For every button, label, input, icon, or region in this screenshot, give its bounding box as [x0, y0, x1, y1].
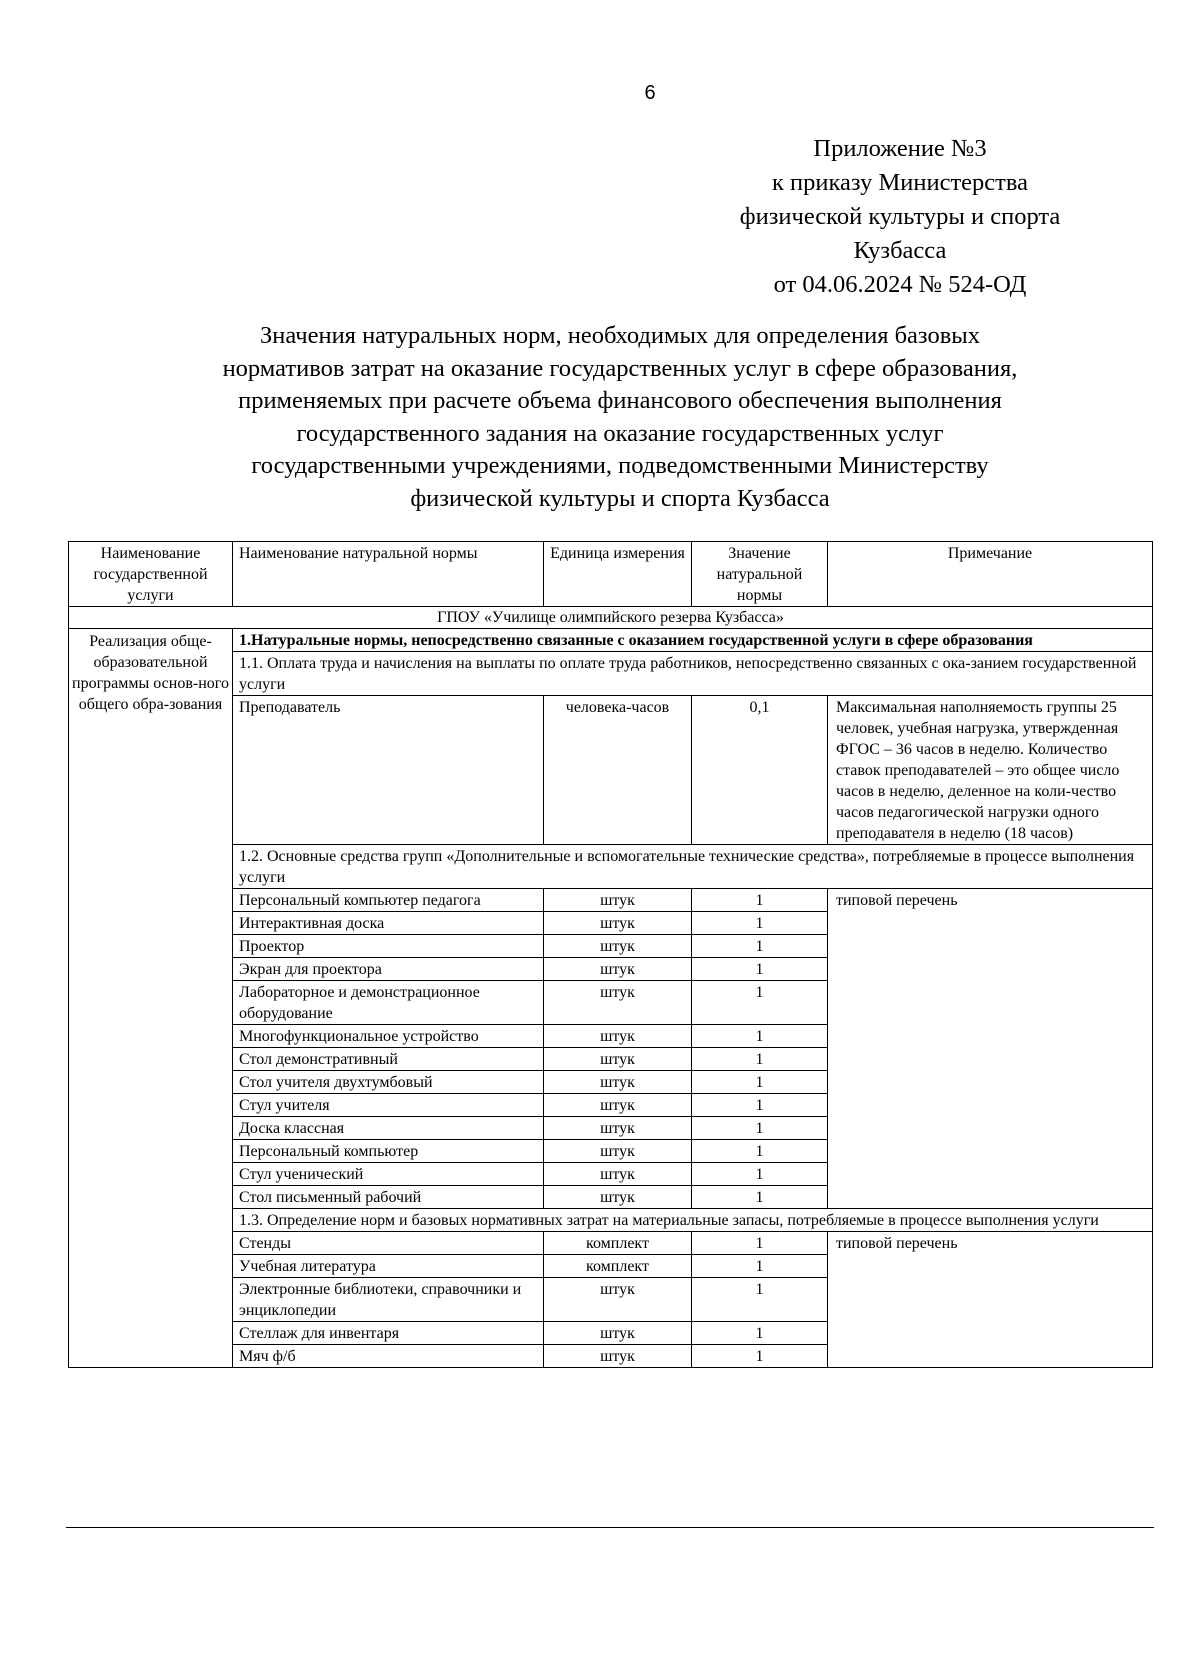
item-name: Учебная литература — [233, 1255, 544, 1278]
item-unit: штук — [544, 1117, 692, 1140]
item-value: 1 — [692, 935, 828, 958]
item-name: Стеллаж для инвентаря — [233, 1322, 544, 1345]
item-value: 1 — [692, 1345, 828, 1368]
norm-name: Преподаватель — [233, 696, 544, 845]
item-value: 1 — [692, 1322, 828, 1345]
section-row — [69, 629, 1153, 652]
appendix-line: Приложение №3 — [813, 135, 987, 162]
appendix-line: от 04.06.2024 № 524-ОД — [773, 271, 1027, 298]
item-unit: штук — [544, 981, 692, 1025]
item-value: 1 — [692, 1140, 828, 1163]
item-value: 1 — [692, 1163, 828, 1186]
item-value: 1 — [692, 1186, 828, 1209]
appendix-line: Кузбасса — [853, 237, 947, 264]
item-unit: штук — [544, 1140, 692, 1163]
norm-value: 0,1 — [692, 696, 828, 845]
group-note: типовой перечень — [828, 1232, 1153, 1368]
item-name: Лабораторное и демонстрационное оборудование — [233, 981, 544, 1025]
title-line: физической культуры и спорта Кузбасса — [410, 484, 830, 512]
norms-table — [68, 541, 1153, 1368]
table-bottom-rule — [66, 1527, 1154, 1528]
title-line: применяемых при расчете объема финансового обеспечения выполнения — [238, 387, 1002, 414]
item-unit: комплект — [544, 1232, 692, 1255]
item-name: Стул ученический — [233, 1163, 544, 1186]
item-value: 1 — [692, 1255, 828, 1278]
header-service: Наименование государственной услуги — [69, 542, 233, 607]
norm-unit: человека-часов — [544, 696, 692, 845]
item-name: Стол письменный рабочий — [233, 1186, 544, 1209]
item-value: 1 — [692, 1278, 828, 1322]
group-note: типовой перечень — [828, 889, 1153, 1209]
item-value: 1 — [692, 958, 828, 981]
item-name: Стенды — [233, 1232, 544, 1255]
item-unit: комплект — [544, 1255, 692, 1278]
appendix-header — [710, 132, 1090, 302]
item-name: Доска классная — [233, 1117, 544, 1140]
subsection-1-1-title: 1.1. Оплата труда и начисления на выплаты по оплате труда работников, непосредственно связанных с ока-занием государственной услуги — [233, 652, 1153, 696]
header-value: Значение натуральной нормы — [692, 542, 828, 607]
title-line: Значения натуральных норм, необходимых для определения базовых — [259, 322, 980, 349]
item-name: Стул учителя — [233, 1094, 544, 1117]
service-name: Реализация обще-образовательной программы основ-ного общего обра-зования — [69, 629, 233, 1368]
item-name: Персональный компьютер — [233, 1140, 544, 1163]
subsection-1-3-title: 1.3. Определение норм и базовых нормативных затрат на материальные запасы, потребляемые в процессе выполнения услуги — [233, 1209, 1153, 1232]
item-name: Электронные библиотеки, справочники и энциклопедии — [233, 1278, 544, 1322]
document-title — [170, 320, 1070, 515]
item-unit: штук — [544, 1071, 692, 1094]
appendix-line: физической культуры и спорта — [739, 203, 1061, 230]
item-name: Стол учителя двухтумбовый — [233, 1071, 544, 1094]
item-unit: штук — [544, 912, 692, 935]
item-unit: штук — [544, 1048, 692, 1071]
item-value: 1 — [692, 889, 828, 912]
item-unit: штук — [544, 889, 692, 912]
item-value: 1 — [692, 1117, 828, 1140]
item-unit: штук — [544, 1186, 692, 1209]
item-unit: штук — [544, 935, 692, 958]
title-line: государственными учреждениями, подведомственными Министерству — [251, 452, 989, 479]
item-name: Многофункциональное устройство — [233, 1025, 544, 1048]
page-number: 6 — [644, 82, 656, 104]
item-name: Стол демонстративный — [233, 1048, 544, 1071]
header-unit: Единица измерения — [544, 542, 692, 607]
item-unit: штук — [544, 958, 692, 981]
item-unit: штук — [544, 1163, 692, 1186]
subsection-1-2-title: 1.2. Основные средства групп «Дополнительные и вспомогательные технические средства», потребляемые в процессе выполнения услуги — [233, 845, 1153, 889]
title-line: государственного задания на оказание государственных услуг — [296, 419, 944, 447]
item-unit: штук — [544, 1025, 692, 1048]
section-1-title: 1.Натуральные нормы, непосредственно связанные с оказанием государственной услуги в сфере образования — [233, 629, 1153, 652]
item-value: 1 — [692, 912, 828, 935]
item-unit: штук — [544, 1345, 692, 1368]
item-value: 1 — [692, 981, 828, 1025]
item-value: 1 — [692, 1071, 828, 1094]
item-unit: штук — [544, 1322, 692, 1345]
appendix-line: к приказу Министерства — [772, 169, 1028, 196]
header-note: Примечание — [828, 542, 1153, 607]
item-name: Экран для проектора — [233, 958, 544, 981]
item-name: Проектор — [233, 935, 544, 958]
item-name: Персональный компьютер педагога — [233, 889, 544, 912]
item-value: 1 — [692, 1094, 828, 1117]
org-row — [69, 607, 1153, 629]
item-name: Мяч ф/б — [233, 1345, 544, 1368]
item-value: 1 — [692, 1048, 828, 1071]
title-line: нормативов затрат на оказание государственных услуг в сфере образования, — [222, 354, 1018, 382]
item-value: 1 — [692, 1232, 828, 1255]
org-name: ГПОУ «Училище олимпийского резерва Кузбасса» — [69, 607, 1153, 629]
table-header-row — [69, 542, 1153, 607]
item-value: 1 — [692, 1025, 828, 1048]
item-name: Интерактивная доска — [233, 912, 544, 935]
item-unit: штук — [544, 1278, 692, 1322]
norm-note: Максимальная наполняемость группы 25 человек, учебная нагрузка, утвержденная ФГОС – 36 часов в неделю. Количество ставок преподавателей – это общее число часов в неделю, деленное на коли-чество часов педагогической нагрузки одного преподавателя в неделю (18 часов) — [828, 696, 1153, 845]
item-unit: штук — [544, 1094, 692, 1117]
header-norm: Наименование натуральной нормы — [233, 542, 544, 607]
